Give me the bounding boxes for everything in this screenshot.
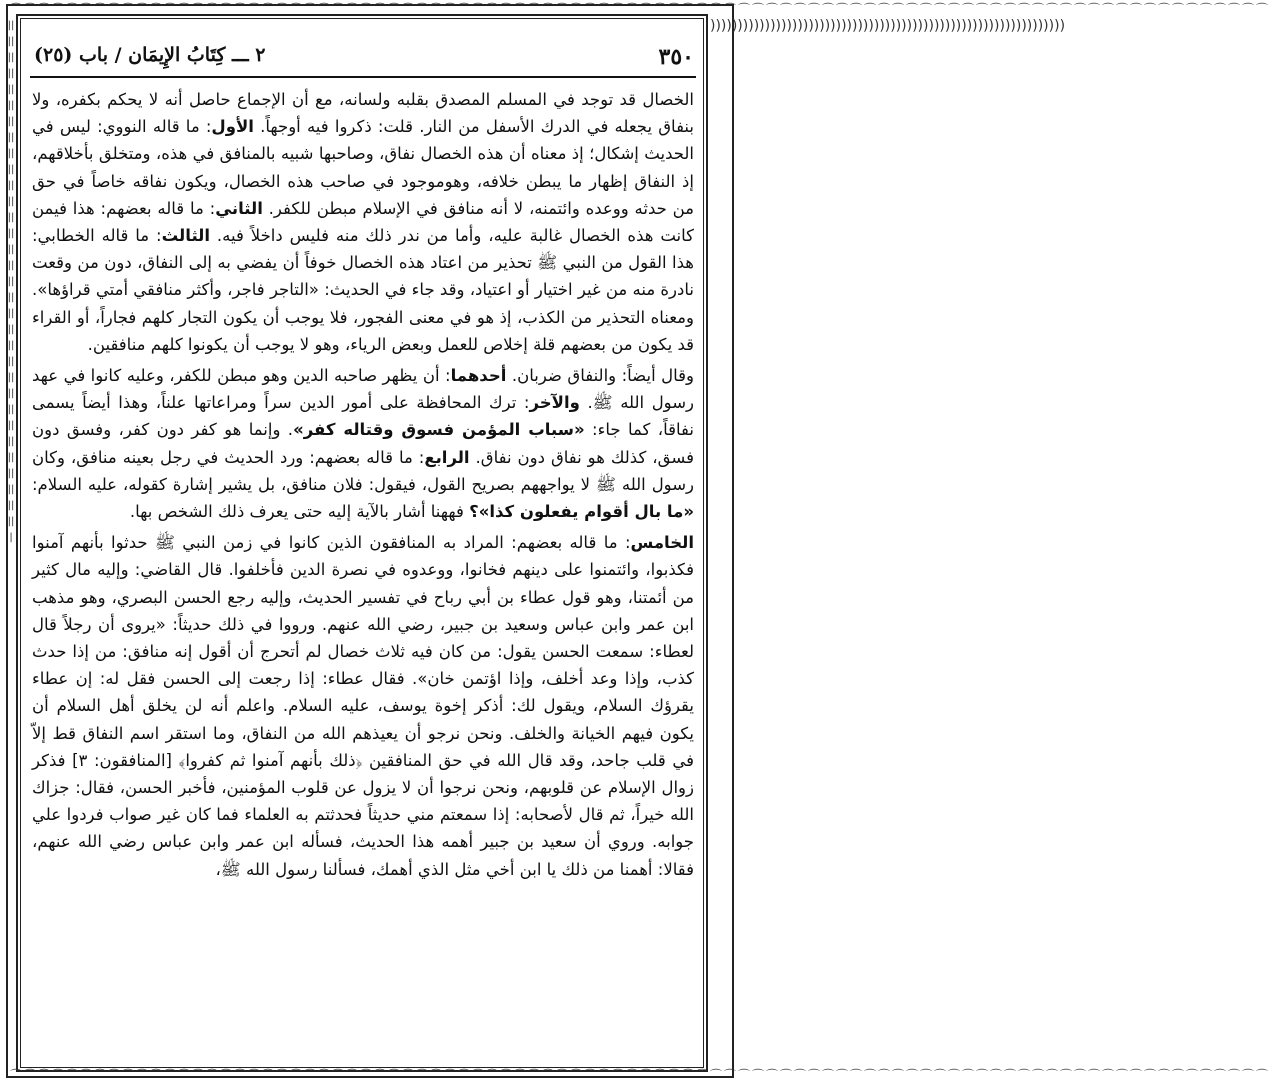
bold-text-run: الثالث [161, 226, 211, 246]
paragraph [32, 86, 694, 358]
text-run: : ما قاله النووي: ليس في الحديث إشكال؛ إذ معناه أن هذه الخصال نفاق، وصاحبها شبيه بالمنافق في هذه، ومتخلق بأخلاقهم، إذ النفاق إظهار ما يبطن خلافه، وهوموجود في صاحب هذه الخصال، ويكون نفاقه خاصاً في حق من حدثه ووعده وائتمنه، لا أنه منافق في الإسلام مبطن للكفر. [32, 117, 695, 218]
text-run: فههنا أشار بالآية إليه حتى يعرف ذلك الشخص بها. [129, 502, 470, 522]
text-run: : ما قاله بعضهم: ورد الحديث في رجل بعينه منافق، وكان رسول الله ﷺ لا يواجههم بصريح القول، فيقول: فلان منافق، بل يشير إشارة كقوله، عليه السلام: [32, 447, 694, 494]
text-run: الخصال قد توجد في المسلم المصدق بقلبه ولسانه، مع أن الإجماع حاصل أنه لا يحكم بكفره، ولا بنفاق يجعله في الدرك الأسفل من النار. قلت: ذكروا فيه أوجهاً. [32, 90, 694, 137]
text-run: : أن يظهر صاحبه الدين وهو مبطن للكفر، وعليه كانوا في عهد رسول الله ﷺ. [32, 366, 694, 413]
text-run: : ما قاله الخطابي: هذا القول من النبي ﷺ تحذير من اعتاد هذه الخصال خوفاً أن يفضي به إلى النفاق، دون من وقعت نادرة منه من غير اختيار أو اعتياد، وقد جاء في الحديث: «التاجر فاجر، وأكثر منافقي أمتي قراؤها». ومعناه التحذير من الكذب، إذ هو في معنى الفجور، فلا يوجب أن يكون التجار كلهم فجاراً، أو القراء قد يكون من بعضهم قلة إخلاص للعمل وبعض الرياء، وهو لا يوجب أن يكونوا كلهم منافقين. [32, 226, 694, 354]
paragraph [32, 362, 694, 525]
decorative-border-right: ))))))))))))))))))))))))))))))))))))))))))))))))))))))))))))))))) [710, 18, 1066, 34]
bold-text-run: الرابع [424, 447, 470, 467]
text-run: : ترك المحافظة على أمور الدين سراً ومراعاتها علناً، وهذا أيضاً يسمى نفاقاً، كما جاء: [32, 393, 694, 440]
paragraph [32, 529, 694, 883]
text-run: : ما قاله بعضهم: المراد به المنافقون الذين كانوا في زمن النبي ﷺ حدثوا بأنهم آمنوا فكذبوا، وائتمنوا على دينهم فخانوا، ووعدوه في نصرة الدين فأخلفوا. قال القاضي: وإليه مال كثير من أئمتنا، وهو قول عطاء بن أبي رباح في تفسير الحديث، وإليه رجع الحسن البصري، وهو مذهب ابن عمر وابن عباس وسعيد بن جبير، رضي الله عنهم. ورووا في ذلك حديثاً: «يروى أن رجلاً قال لعطاء: سمعت الحسن يقول: من كان فيه ثلاث خصال لم أتحرج أن أقول إنه منافق: من إذا حدث كذب، وإذا وعد أخلف، وإذا اؤتمن خان». فقال عطاء: إذا رجعت إلى الحسن فقل له: إن عطاء يقرؤك السلام، ويقول لك: أذكر إخوة يوسف، عليه السلام. واعلم أنه لن يخلق أهل السلام أن يكون فيهم الخيانة والخلف. ونحن نرجو أن يعيذهم الله من النفاق، وما استقر اسم النفاق قط إلاّ في قلب جاحد، وقد قال الله في حق المنافقين ﴿ذلك بأنهم آمنوا ثم كفروا﴾ [المنافقون: ٣] فذكر زوال الإسلام عن قلوبهم، ونحن نرجوا أن لا يزول عن قلوب المؤمنين، فأخبر الحسن، فقال: جزاك الله خيراً، ثم قال لأصحابه: إذا سمعتم مني حديثاً فحدثتم به العلماء فما كان غير صواب فردوا علي جوابه. وروي أن سعيد بن جبير أهمه هذا الحديث، فسأله ابن عمر وابن عباس رضي الله عنهم، فقالا: أهمنا من ذلك يا ابن أخي مثل الذي أهمك، فسألنا رسول الله ﷺ، [32, 533, 694, 879]
bold-text-run: الثاني [215, 198, 263, 218]
decorative-border-top: ⌒⌒⌒⌒⌒⌒⌒⌒⌒⌒⌒⌒⌒⌒⌒⌒⌒⌒⌒⌒⌒⌒⌒⌒⌒⌒⌒⌒⌒⌒⌒⌒⌒⌒⌒⌒⌒⌒⌒⌒⌒⌒⌒⌒⌒⌒⌒⌒⌒⌒⌒⌒⌒⌒⌒⌒⌒⌒⌒⌒⌒⌒⌒⌒⌒⌒⌒⌒⌒⌒⌒⌒⌒⌒⌒⌒⌒⌒⌒⌒⌒⌒⌒⌒⌒⌒⌒⌒⌒⌒ [10, 2, 1270, 16]
bold-text-run: أحدهما [450, 366, 507, 386]
decorative-border-left: ||||||||||||||||||||||||||||||||||||||||||||||||||||||||||||||||| [7, 20, 15, 543]
bold-text-run: الخامس [630, 533, 694, 553]
text-run: وقال أيضاً: والنفاق ضربان. [506, 366, 694, 386]
header-divider [30, 76, 696, 78]
running-title: ٢ ـــ كِتَابُ الإِيمَان / باب (٢٥) [34, 44, 266, 66]
decorative-border-bottom: ⌒⌒⌒⌒⌒⌒⌒⌒⌒⌒⌒⌒⌒⌒⌒⌒⌒⌒⌒⌒⌒⌒⌒⌒⌒⌒⌒⌒⌒⌒⌒⌒⌒⌒⌒⌒⌒⌒⌒⌒⌒⌒⌒⌒⌒⌒⌒⌒⌒⌒⌒⌒⌒⌒⌒⌒⌒⌒⌒⌒⌒⌒⌒⌒⌒⌒⌒⌒⌒⌒⌒⌒⌒⌒⌒⌒⌒⌒⌒⌒⌒⌒⌒⌒⌒⌒⌒⌒⌒⌒ [10, 1068, 1270, 1082]
bold-text-run: «سباب المؤمن فسوق وقتاله كفر» [293, 420, 585, 440]
bold-text-run: الأول [211, 117, 254, 137]
page-header [30, 42, 696, 76]
bold-text-run: والآخر [529, 393, 580, 413]
bold-text-run: «ما بال أقوام يفعلون كذا»؟ [469, 502, 694, 522]
page-number: ٣٥٠ [658, 44, 694, 70]
text-run: : ما قاله بعضهم: هذا فيمن كانت هذه الخصال غالبة عليه، وأما من ندر ذلك منه فليس داخلاً فيه. [32, 198, 694, 246]
text-run: . وإنما هو كفر دون كفر، وفسق دون فسق، كذلك هو نفاق دون نفاق. [32, 420, 694, 467]
body-text [32, 86, 694, 883]
